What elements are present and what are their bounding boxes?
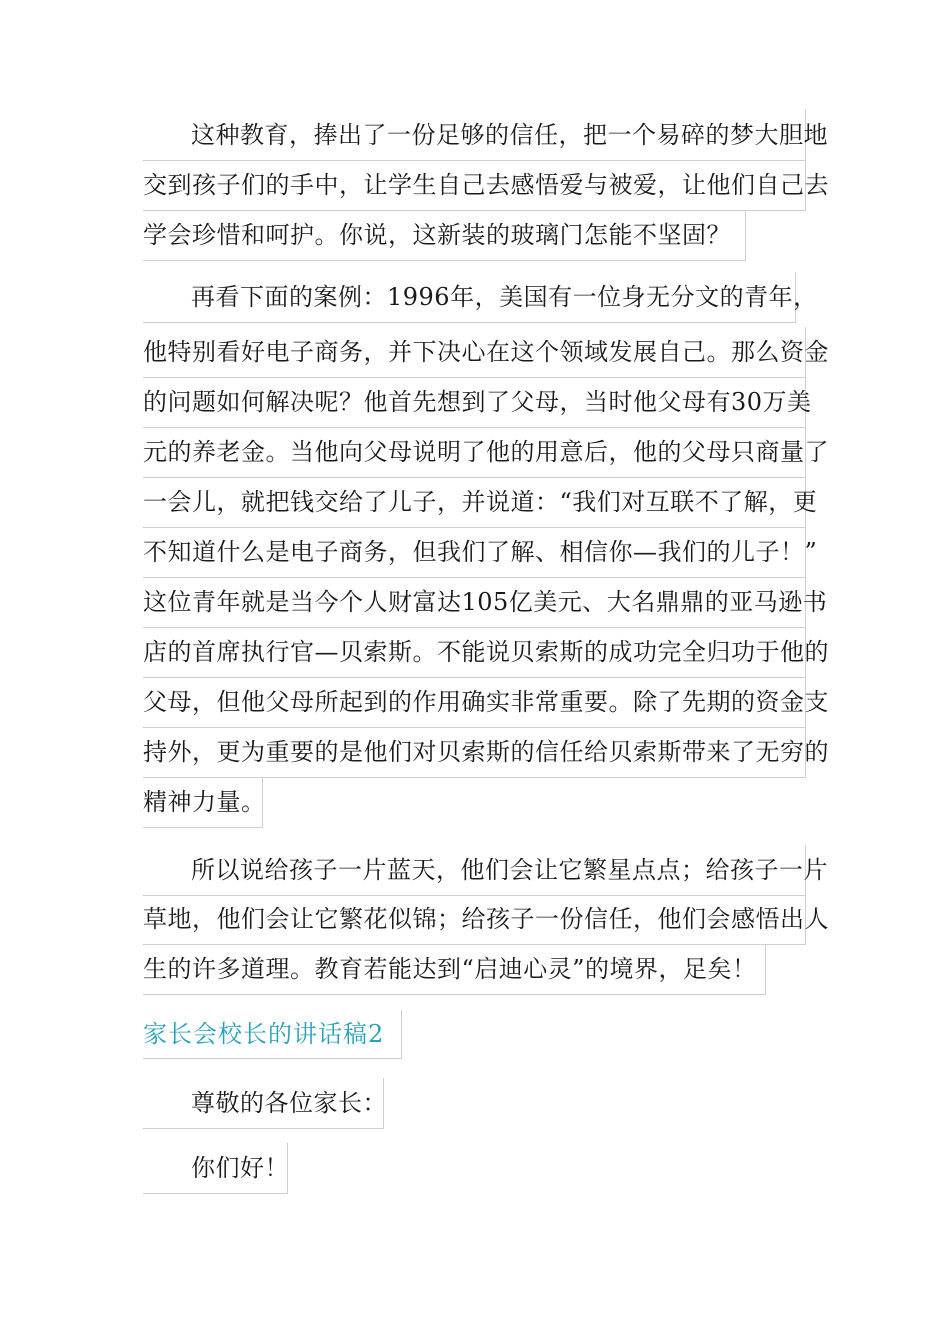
paragraph-2-line-3: 的问题如何解决呢？他首先想到了父母，当时他父母有30万美 (143, 377, 806, 428)
greeting: 尊敬的各位家长： (143, 1078, 384, 1129)
paragraph-2-line-7: 这位青年就是当今个人财富达105亿美元、大名鼎鼎的亚马逊书 (143, 577, 806, 628)
paragraph-1-line-3: 学会珍惜和呵护。你说，这新装的玻璃门怎能不坚固？ (143, 210, 746, 261)
section-heading: 家长会校长的讲话稿2 (143, 1010, 402, 1059)
paragraph-2-line-10: 持外，更为重要的是他们对贝索斯的信任给贝索斯带来了无穷的 (143, 727, 806, 778)
paragraph-2-line-6: 不知道什么是电子商务，但我们了解、相信你—我们的儿子！” (143, 527, 806, 578)
paragraph-2-line-2: 他特别看好电子商务，并下决心在这个领域发展自己。那么资金 (143, 327, 806, 378)
paragraph-2-line-8: 店的首席执行官—贝索斯。不能说贝索斯的成功完全归功于他的 (143, 627, 806, 678)
paragraph-3-line-1: 所以说给孩子一片蓝天，他们会让它繁星点点；给孩子一片 (143, 845, 806, 896)
paragraph-3-line-2: 草地，他们会让它繁花似锦；给孩子一份信任，他们会感悟出人 (143, 894, 806, 945)
paragraph-2-line-9: 父母，但他父母所起到的作用确实非常重要。除了先期的资金支 (143, 677, 806, 728)
salutation: 你们好！ (143, 1143, 288, 1194)
paragraph-2-line-5: 一会儿，就把钱交给了儿子，并说道：“我们对互联不了解，更 (143, 477, 806, 528)
paragraph-2-line-11: 精神力量。 (143, 777, 263, 828)
paragraph-2-line-4: 元的养老金。当他向父母说明了他的用意后，他的父母只商量了 (143, 427, 806, 478)
paragraph-3-line-3: 生的许多道理。教育若能达到“启迪心灵”的境界，足矣！ (143, 944, 766, 995)
paragraph-2-line-1: 再看下面的案例：1996年，美国有一位身无分文的青年， (143, 272, 796, 323)
paragraph-1-line-2: 交到孩子们的手中，让学生自己去感悟爱与被爱，让他们自己去 (143, 160, 806, 211)
paragraph-1-line-1: 这种教育，捧出了一份足够的信任，把一个易碎的梦大胆地 (143, 110, 806, 161)
